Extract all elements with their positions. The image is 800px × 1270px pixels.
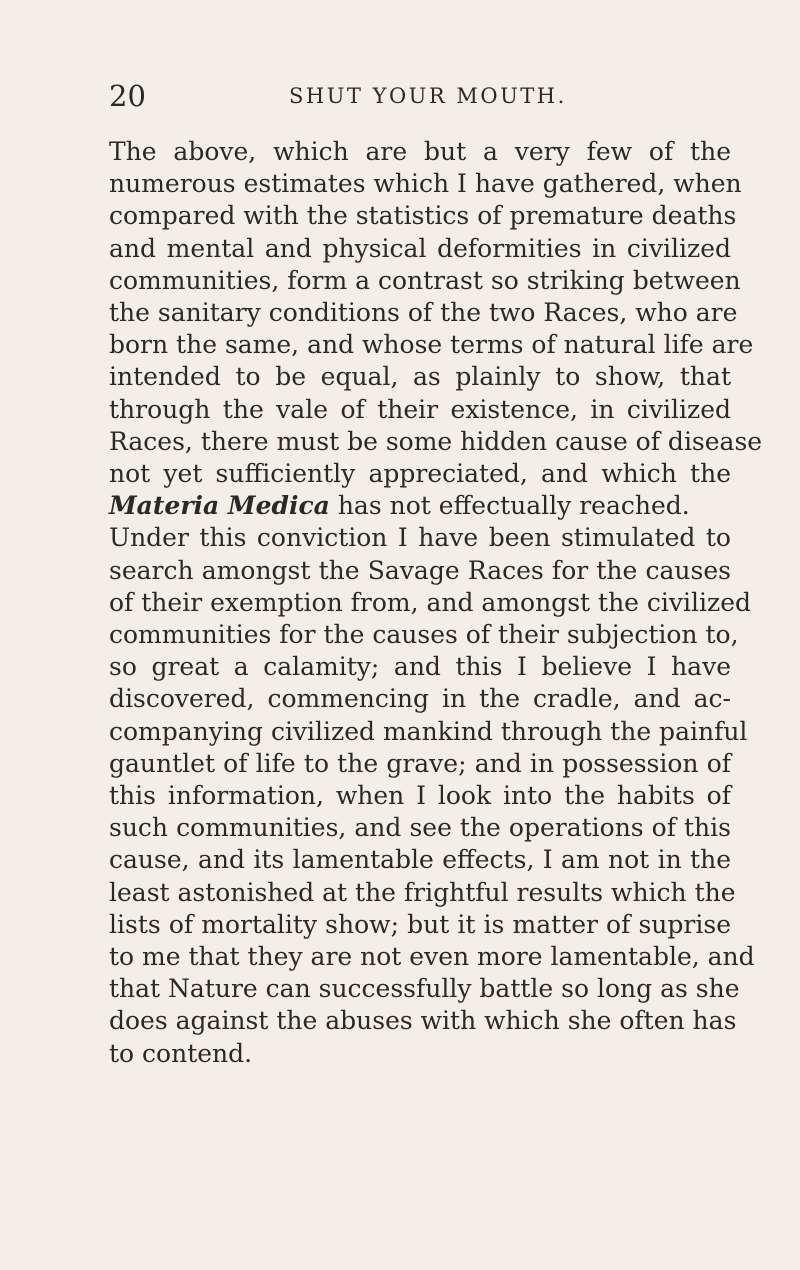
text-line: search amongst the Savage Races for the causes: [109, 555, 731, 585]
text-line: and mental and physical deformities in civilized: [109, 233, 731, 263]
paragraph: [109, 136, 763, 522]
text-line: compared with the statistics of premature deaths: [109, 201, 737, 231]
text-line: the sanitary conditions of the two Races, who are: [109, 298, 738, 328]
text-line: this information, when I look into the habits of: [109, 781, 731, 811]
text-line: companying civilized mankind through the painful: [109, 716, 748, 746]
text-line: least astonished at the frightful results which the: [109, 877, 736, 907]
text-line: numerous estimates which I have gathered, when: [109, 169, 742, 199]
italic-term: Materia Medica: [109, 491, 330, 521]
text-line: through the vale of their existence, in civilized: [109, 394, 731, 424]
text-line: so great a calamity; and this I believe I have: [109, 652, 731, 682]
page-number: 20: [109, 79, 146, 113]
text-line: to contend.: [109, 1038, 253, 1068]
text-line: that Nature can successfully battle so long as she: [109, 974, 740, 1004]
text-line: born the same, and whose terms of natural life are: [109, 330, 754, 360]
text-line: Races, there must be some hidden cause of disease: [109, 426, 763, 456]
paragraph: [109, 522, 755, 1069]
text-line: communities for the causes of their subjection to,: [109, 620, 739, 650]
text-span: has not effectually reached.: [329, 491, 690, 521]
text-line: not yet sufficiently appreciated, and which the: [109, 459, 731, 489]
text-line: The above, which are but a very few of the: [109, 137, 731, 166]
text-line: [109, 490, 731, 522]
text-line: cause, and its lamentable effects, I am not in the: [109, 845, 731, 875]
text-line: gauntlet of life to the grave; and in possession of: [109, 748, 731, 778]
body-text: [109, 136, 763, 1070]
text-line: of their exemption from, and amongst the civilized: [109, 587, 751, 617]
page-header: [109, 76, 730, 116]
text-line: discovered, commencing in the cradle, and ac-: [109, 684, 731, 714]
text-line: such communities, and see the operations of this: [109, 813, 731, 843]
text-line: intended to be equal, as plainly to show, that: [109, 362, 731, 392]
text-line: does against the abuses with which she often has: [109, 1006, 737, 1036]
text-line: communities, form a contrast so striking between: [109, 265, 741, 295]
text-line: Under this conviction I have been stimulated to: [109, 523, 731, 553]
running-head: SHUT YOUR MOUTH.: [289, 84, 567, 108]
text-line: lists of mortality show; but it is matter of suprise: [109, 909, 731, 939]
text-line: to me that they are not even more lamentable, and: [109, 942, 755, 972]
